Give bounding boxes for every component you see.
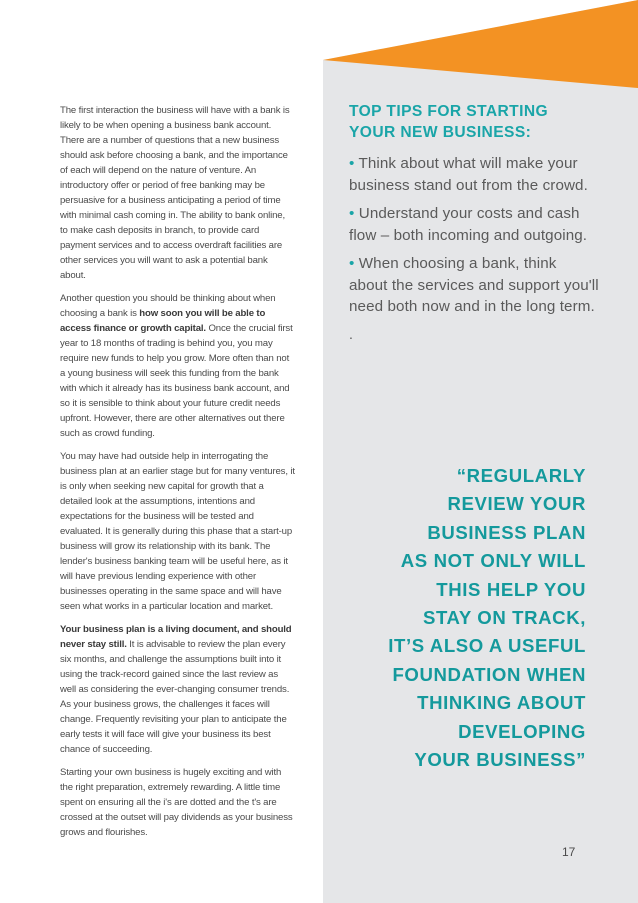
quote-line: DEVELOPING [458,720,586,742]
bullet-icon: • [349,205,355,222]
paragraph-5: Starting your own business is hugely exciting and with the right preparation, extremely rewarding. A little time spent on ensuring all the i's are dotted and the t's are crossed at the outset will pay dividends as your business grows and flourishes. [60,767,293,838]
quote-line: THIS HELP YOU [436,578,586,600]
quote-line: STAY ON TRACK, [422,607,586,629]
top-tips-box [349,101,599,342]
paragraph-4-emphasis: Your business plan is a living document, and should never stay still. [60,624,292,650]
paragraph-2-emphasis: how soon you will be able to access finance or growth capital. [60,308,266,334]
quote-line: BUSINESS PLAN [427,521,586,543]
paragraph-4 [60,622,295,757]
quote-line: REVIEW YOUR [447,493,586,515]
tip-item [349,153,599,196]
pull-quote [338,462,586,774]
quote-line: FOUNDATION WHEN [392,663,586,685]
paragraph-2-intro: Another question you should be thinking about when choosing a bank is [60,293,276,319]
page-number: 17 [562,845,576,859]
tip-text: Think about what will make your business stand out from the crowd. [349,155,588,194]
tip-text: When choosing a bank, think about the services and support you'll need both now and in the long term. [349,255,599,315]
quote-line: YOUR BUSINESS” [414,749,586,771]
quote-line: “REGULARLY [456,465,586,486]
quote-line: AS NOT ONLY WILL [400,550,586,572]
bullet-icon: • [349,255,355,272]
quote-line: THINKING ABOUT [417,692,586,714]
bullet-icon: • [349,155,355,172]
tip-item [349,203,599,246]
tips-title: TOP TIPS FOR STARTING YOUR NEW BUSINESS: [349,103,549,141]
trailing-period: . [349,325,353,342]
quote-line: IT’S ALSO A USEFUL [388,635,586,657]
tip-item [349,253,599,318]
paragraph-2 [60,291,295,441]
body-column [60,103,295,848]
paragraph-3: You may have had outside help in interrogating the business plan at an earlier stage but for many ventures, it is only when seeking new capital for growth that a detailed look at the assumptions, intentions and expectations for the business will be tested and evaluated. It is generally during this phase that a start-up business will grow its relationship with its bank. The lender's business banking team will be useful here, as it will have previous lending experience with other businesses operating in the same space and will have seen what works in a particular location and market. [60,451,295,612]
paragraph-1: The first interaction the business will have with a bank is likely to be when opening a business bank account. There are a number of questions that a new business should ask before choosing a bank, and the importance of each will depend on the nature of venture. An introductory offer or period of free banking may be persuasive for a business anticipating a period of time with minimal cash coming in. The ability to bank online, to make cash deposits in branch, to provide card payment services and to access overdraft facilities are other services you will want to ask a potential bank about. [60,105,290,281]
tip-text: Understand your costs and cash flow – both incoming and outgoing. [349,205,588,244]
paragraph-2-rest: Once the crucial first year to 18 months of trading is behind you, you may require new funds to help you grow. More often than not a young business will seek this funding from the bank with which it already has its business bank account, and so it is sensible to think about your future credit needs upfront. However, there are other alternatives out there such as crowd funding. [60,323,293,439]
paragraph-4-rest: It is advisable to review the plan every six months, and challenge the assumptions built into it using the track-record gained since the last review as well as considering the ever-changing consumer trends. As your business grows, the challenges it faces will change. Frequently revisiting your plan to anticipate the early tests it will face will give your business its best chance of succeeding. [60,639,290,755]
